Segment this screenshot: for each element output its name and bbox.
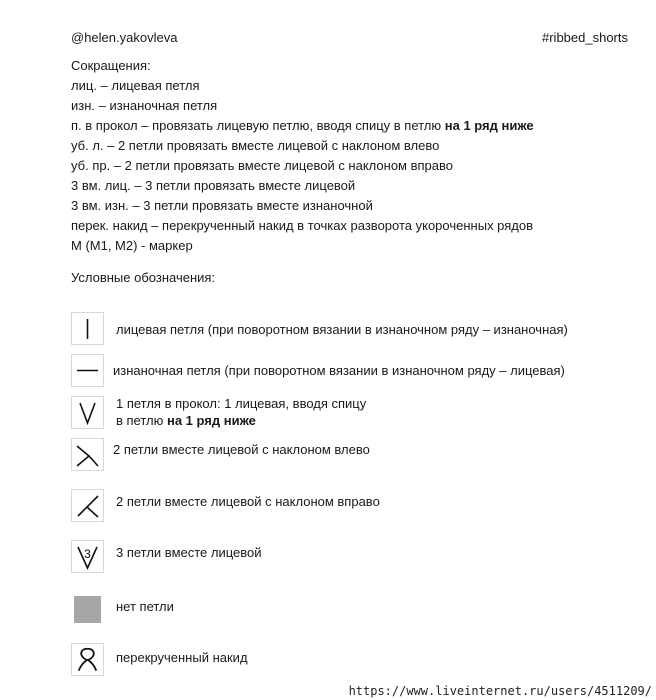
k2tog-left-icon (71, 438, 104, 471)
hashtag: #ribbed_shorts (542, 30, 628, 45)
author-handle: @helen.yakovleva (71, 30, 178, 45)
abbr-item-p3tog: 3 вм. изн. – 3 петли провязать вместе изнаночной (71, 198, 373, 213)
source-url: https://www.liveinternet.ru/users/4511209/ (348, 684, 652, 698)
legend-knit-text: лицевая петля (при поворотном вязании в изнаночном ряду – изнаночная) (116, 322, 568, 337)
legend-knit-below-line2-text: в петлю (116, 413, 167, 428)
abbr-item-knit-below-bold: на 1 ряд ниже (444, 118, 534, 133)
knit-below-icon (71, 396, 104, 429)
legend-no-stitch-text: нет петли (116, 599, 174, 614)
knit-stitch-icon (71, 312, 104, 345)
legend-k2tog-left-text: 2 петли вместе лицевой с наклоном влево (113, 442, 370, 457)
abbr-item-k2tog: уб. пр. – 2 петли провязать вместе лицевой с наклоном вправо (71, 158, 453, 173)
twisted-yarn-over-icon (71, 643, 104, 676)
k3tog-icon (71, 540, 104, 573)
legend-title: Условные обозначения: (71, 270, 216, 285)
abbr-item-twisted-yo: перек. накид – перекрученный накид в точках разворота укороченных рядов (71, 218, 534, 233)
k2tog-right-icon (71, 489, 104, 522)
abbr-item-k3tog: 3 вм. лиц. – 3 петли провязать вместе лицевой (71, 178, 356, 193)
no-stitch-icon (71, 593, 104, 626)
legend-knit-below-bold: на 1 ряд ниже (166, 413, 256, 428)
abbr-item-knit-below (71, 118, 534, 133)
k3tog-icon-label: 3 (84, 547, 91, 561)
abbr-item-marker: М (М1, М2) - маркер (71, 238, 193, 253)
abbreviations-title: Сокращения: (71, 58, 151, 73)
legend-k3tog-text: 3 петли вместе лицевой (116, 545, 262, 560)
abbr-item-ssk: уб. л. – 2 петли провязать вместе лицевой с наклоном влево (71, 138, 440, 153)
legend-knit-below-line2 (116, 411, 256, 430)
purl-stitch-icon (71, 354, 104, 387)
abbr-item-knit-below-text: п. в прокол – провязать лицевую петлю, вводя спицу в петлю (71, 118, 445, 133)
legend-twisted-yo-text: перекрученный накид (116, 650, 248, 665)
legend-purl-text: изнаночная петля (при поворотном вязании в изнаночном ряду – лицевая) (113, 363, 565, 378)
legend-k2tog-right-text: 2 петли вместе лицевой с наклоном вправо (116, 494, 380, 509)
legend-knit-below-text: 1 петля в прокол: 1 лицевая, вводя спицу (116, 396, 367, 411)
abbr-item-purl: изн. – изнаночная петля (71, 98, 218, 113)
abbr-item-knit: лиц. – лицевая петля (71, 78, 200, 93)
